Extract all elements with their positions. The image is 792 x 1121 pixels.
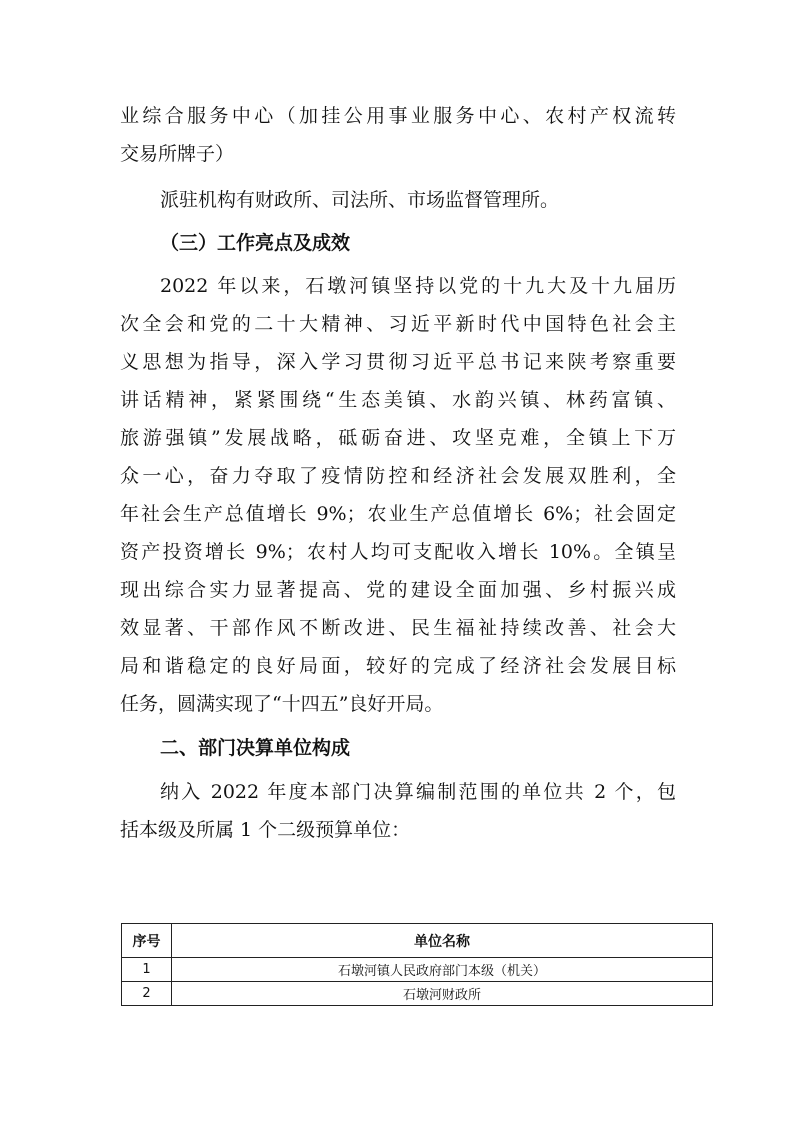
body-text-line: 众一心，奋力夺取了疫情防控和经济社会发展双胜利，全 bbox=[120, 465, 676, 487]
body-text-line: 任务，圆满实现了“十四五”良好开局。 bbox=[120, 693, 444, 715]
table-row bbox=[122, 982, 713, 1006]
body-text-line: 交易所牌子） bbox=[120, 143, 235, 165]
body-text-line: 讲话精神，紧紧围绕“生态美镇、水韵兴镇、林药富镇、 bbox=[120, 389, 676, 411]
body-text-line: 2022 年以来，石墩河镇坚持以党的十九大及十九届历 bbox=[160, 275, 676, 297]
body-text-line: 纳入 2022 年度本部门决算编制范围的单位共 2 个，包 bbox=[160, 781, 676, 803]
cell-index: 2 bbox=[122, 982, 172, 1006]
section-heading: 二、部门决算单位构成 bbox=[160, 737, 351, 759]
body-text-line: 业综合服务中心（加挂公用事业服务中心、农村产权流转 bbox=[120, 105, 676, 127]
units-table bbox=[121, 923, 713, 1006]
header-index: 序号 bbox=[122, 924, 172, 958]
body-text-line: 年社会生产总值增长 9%；农业生产总值增长 6%；社会固定 bbox=[120, 503, 676, 525]
body-text-line: 旅游强镇”发展战略，砥砺奋进、攻坚克难，全镇上下万 bbox=[120, 427, 676, 449]
cell-unit-name: 石墩河财政所 bbox=[172, 982, 713, 1006]
cell-unit-name: 石墩河镇人民政府部门本级（机关） bbox=[172, 958, 713, 982]
table-row bbox=[122, 958, 713, 982]
body-text-line: 现出综合实力显著提高、党的建设全面加强、乡村振兴成 bbox=[120, 579, 676, 601]
body-text-line: 次全会和党的二十大精神、习近平新时代中国特色社会主 bbox=[120, 313, 676, 335]
body-text-line: 资产投资增长 9%；农村人均可支配收入增长 10%。全镇呈 bbox=[120, 541, 676, 563]
section-subheading: （三）工作亮点及成效 bbox=[160, 232, 351, 254]
header-unit-name: 单位名称 bbox=[172, 924, 713, 958]
body-text-line: 括本级及所属 1 个二级预算单位： bbox=[120, 819, 411, 841]
body-text-line: 派驻机构有财政所、司法所、市场监督管理所。 bbox=[160, 189, 560, 211]
body-text-line: 义思想为指导，深入学习贯彻习近平总书记来陕考察重要 bbox=[120, 351, 676, 373]
body-text-line: 效显著、干部作风不断改进、民生福祉持续改善、社会大 bbox=[120, 617, 676, 639]
table-header-row bbox=[122, 924, 713, 958]
body-text-line: 局和谐稳定的良好局面，较好的完成了经济社会发展目标 bbox=[120, 655, 676, 677]
cell-index: 1 bbox=[122, 958, 172, 982]
